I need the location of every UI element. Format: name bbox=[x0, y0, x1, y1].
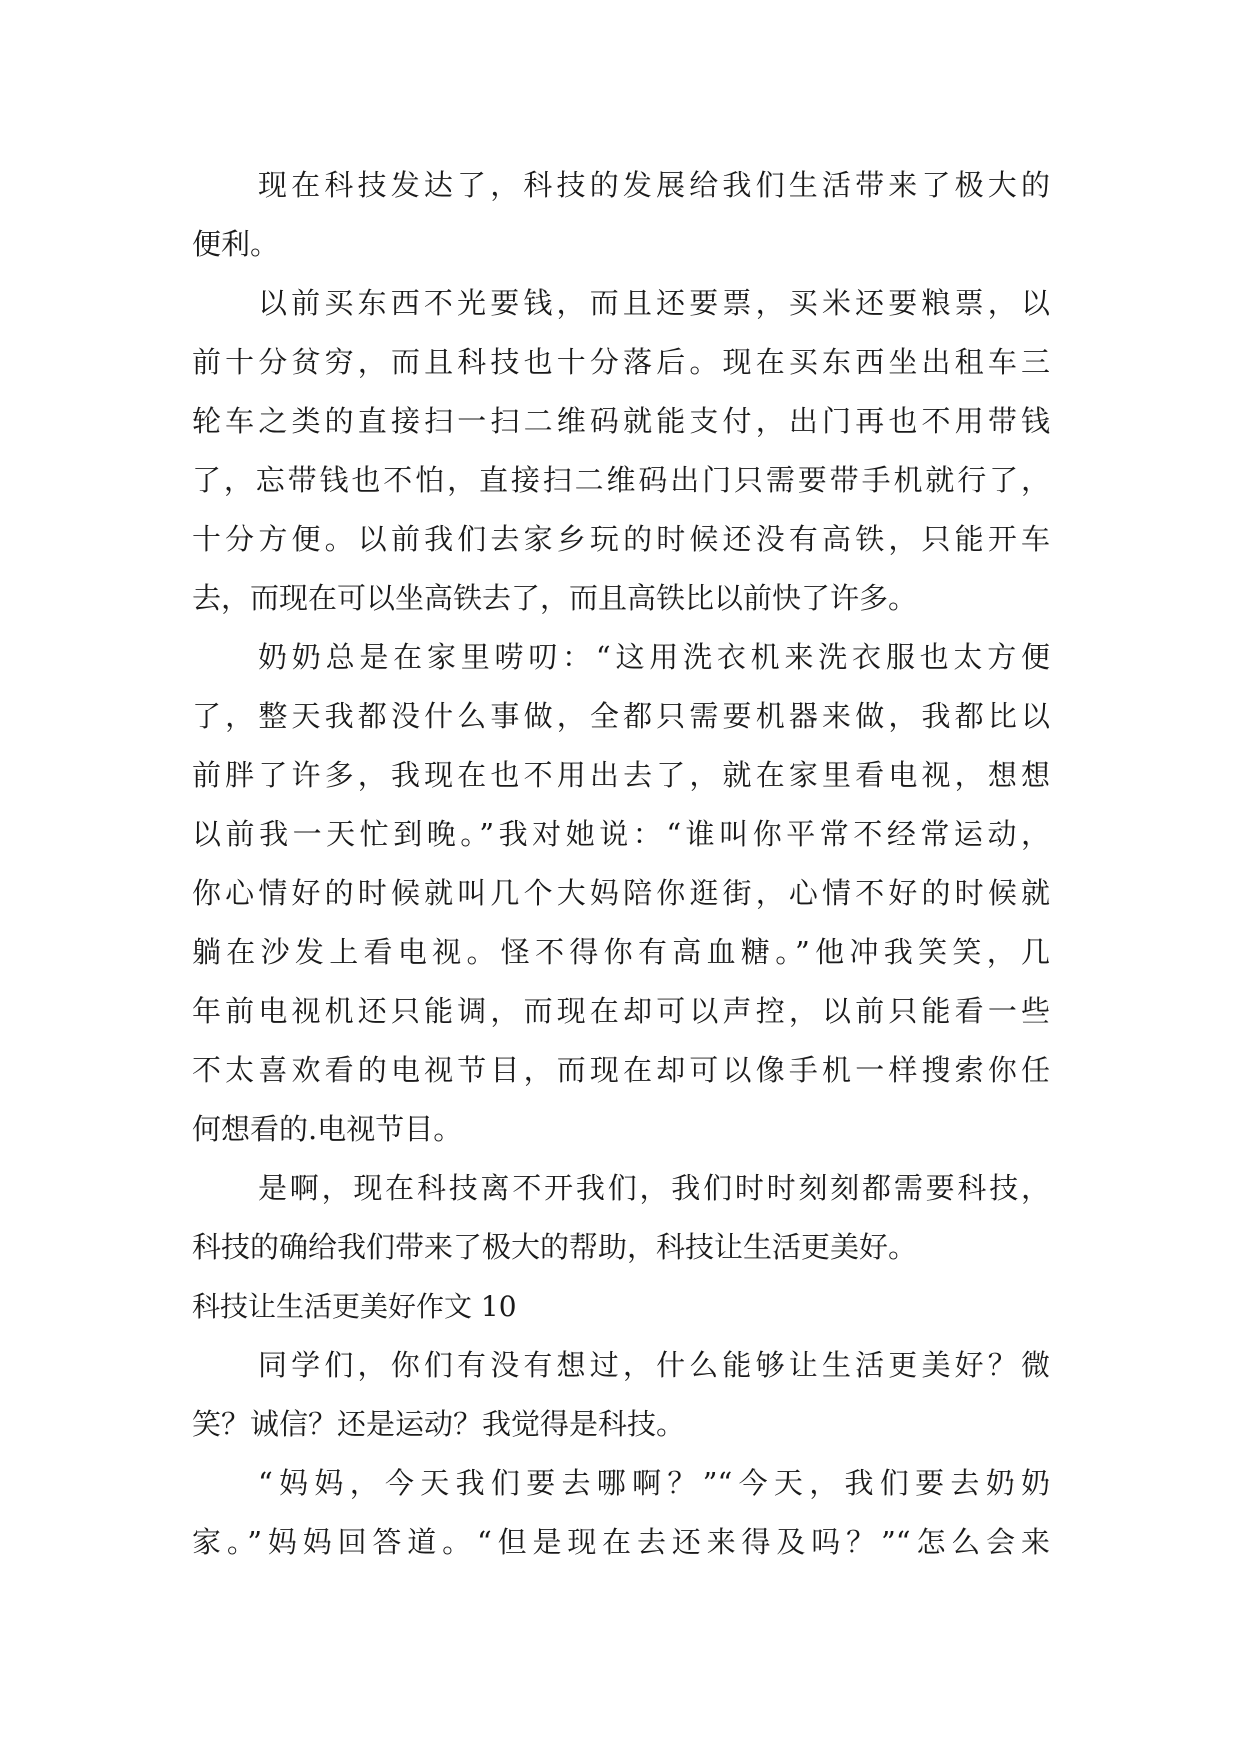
text-line: 奶奶总是在家里唠叨：“这用洗衣机来洗衣服也太方便 bbox=[258, 640, 1050, 674]
text-line: 十分方便。以前我们去家乡玩的时候还没有高铁，只能开车 bbox=[192, 522, 1050, 556]
text-line: 同学们，你们有没有想过，什么能够让生活更美好？微 bbox=[258, 1348, 1050, 1382]
text-line: 前十分贫穷，而且科技也十分落后。现在买东西坐出租车三 bbox=[192, 345, 1050, 379]
text-line: 家。”妈妈回答道。“但是现在去还来得及吗？”“怎么会来 bbox=[192, 1525, 1050, 1559]
text-line: 轮车之类的直接扫一扫二维码就能支付，出门再也不用带钱 bbox=[192, 404, 1050, 438]
text-line: 年前电视机还只能调，而现在却可以声控，以前只能看一些 bbox=[192, 994, 1050, 1028]
text-line: 笑？诚信？还是运动？我觉得是科技。 bbox=[192, 1407, 686, 1441]
text-line: 躺在沙发上看电视。怪不得你有高血糖。”他冲我笑笑，几 bbox=[192, 935, 1050, 969]
text-line: 去，而现在可以坐高铁去了，而且高铁比以前快了许多。 bbox=[192, 581, 918, 615]
text-line: 不太喜欢看的电视节目，而现在却可以像手机一样搜索你任 bbox=[192, 1053, 1050, 1087]
document-body bbox=[192, 156, 1050, 1572]
text-line: “妈妈，今天我们要去哪啊？”“今天，我们要去奶奶 bbox=[258, 1466, 1050, 1500]
text-line: 以前买东西不光要钱，而且还要票，买米还要粮票，以 bbox=[258, 286, 1050, 320]
text-line: 是啊，现在科技离不开我们，我们时时刻刻都需要科技， bbox=[258, 1171, 1050, 1205]
text-line: 何想看的.电视节目。 bbox=[192, 1112, 463, 1146]
text-line: 了，忘带钱也不怕，直接扫二维码出门只需要带手机就行了， bbox=[192, 463, 1050, 497]
text-line: 以前我一天忙到晚。”我对她说：“谁叫你平常不经常运动， bbox=[192, 817, 1050, 851]
text-line: 了，整天我都没什么事做，全都只需要机器来做，我都比以 bbox=[192, 699, 1050, 733]
text-line: 科技的确给我们带来了极大的帮助，科技让生活更美好。 bbox=[192, 1230, 918, 1264]
text-line: 现在科技发达了，科技的发展给我们生活带来了极大的 bbox=[258, 168, 1050, 202]
text-line: 你心情好的时候就叫几个大妈陪你逛街，心情不好的时候就 bbox=[192, 876, 1050, 910]
text-line: 便利。 bbox=[192, 227, 280, 261]
section-heading: 科技让生活更美好作文 10 bbox=[192, 1290, 517, 1323]
text-line: 前胖了许多，我现在也不用出去了，就在家里看电视，想想 bbox=[192, 758, 1050, 792]
